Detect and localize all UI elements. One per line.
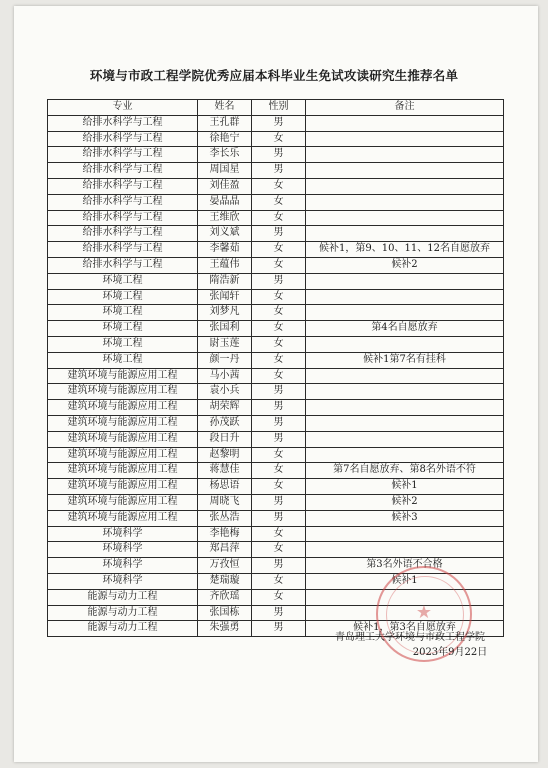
cell-gender: 女: [252, 305, 306, 321]
column-header-gender: 性别: [252, 100, 306, 116]
cell-gender: 女: [252, 479, 306, 495]
table-row: [48, 305, 504, 321]
cell-major: 环境科学: [48, 526, 198, 542]
cell-gender: 女: [252, 352, 306, 368]
cell-gender: 男: [252, 226, 306, 242]
table-row: [48, 289, 504, 305]
cell-gender: 女: [252, 573, 306, 589]
cell-gender: 女: [252, 289, 306, 305]
cell-note: 候补1: [306, 573, 504, 589]
cell-name: 隋浩新: [198, 273, 252, 289]
cell-name: 李长乐: [198, 147, 252, 163]
cell-gender: 女: [252, 131, 306, 147]
table-row: [48, 479, 504, 495]
column-header-note: 备注: [306, 100, 504, 116]
cell-gender: 女: [252, 210, 306, 226]
cell-name: 胡荣辉: [198, 400, 252, 416]
column-header-major: 专业: [48, 100, 198, 116]
cell-major: 建筑环境与能源应用工程: [48, 431, 198, 447]
cell-note: [306, 447, 504, 463]
cell-gender: 男: [252, 273, 306, 289]
cell-gender: 女: [252, 242, 306, 258]
cell-major: 给排水科学与工程: [48, 194, 198, 210]
table-row: [48, 463, 504, 479]
cell-major: 给排水科学与工程: [48, 226, 198, 242]
cell-note: [306, 289, 504, 305]
cell-gender: 女: [252, 336, 306, 352]
cell-gender: 女: [252, 589, 306, 605]
cell-major: 给排水科学与工程: [48, 178, 198, 194]
cell-name: 刘佳盈: [198, 178, 252, 194]
table-row: [48, 352, 504, 368]
cell-major: 环境工程: [48, 273, 198, 289]
cell-major: 能源与动力工程: [48, 621, 198, 637]
cell-name: 杨思语: [198, 479, 252, 495]
cell-name: 楚瑞璇: [198, 573, 252, 589]
cell-gender: 男: [252, 163, 306, 179]
cell-gender: 女: [252, 447, 306, 463]
table-row: [48, 115, 504, 131]
cell-major: 环境科学: [48, 573, 198, 589]
cell-name: 张丛浩: [198, 510, 252, 526]
cell-major: 建筑环境与能源应用工程: [48, 415, 198, 431]
table-row: [48, 447, 504, 463]
table-row: [48, 257, 504, 273]
cell-gender: 男: [252, 621, 306, 637]
cell-gender: 女: [252, 178, 306, 194]
table-row: [48, 526, 504, 542]
cell-note: [306, 115, 504, 131]
cell-name: 张国利: [198, 321, 252, 337]
cell-major: 环境工程: [48, 305, 198, 321]
cell-major: 建筑环境与能源应用工程: [48, 494, 198, 510]
table-row: [48, 273, 504, 289]
cell-note: [306, 273, 504, 289]
cell-note: [306, 210, 504, 226]
footer-date: 2023年9月22日: [412, 647, 488, 658]
cell-note: 第4名自愿放弃: [306, 321, 504, 337]
cell-note: 候补2: [306, 494, 504, 510]
cell-major: 环境工程: [48, 336, 198, 352]
cell-name: 晏晶晶: [198, 194, 252, 210]
cell-name: 刘义斌: [198, 226, 252, 242]
cell-name: 齐欣瑶: [198, 589, 252, 605]
cell-gender: 女: [252, 321, 306, 337]
cell-gender: 男: [252, 400, 306, 416]
cell-name: 颜一丹: [198, 352, 252, 368]
cell-major: 建筑环境与能源应用工程: [48, 447, 198, 463]
cell-name: 王孔群: [198, 115, 252, 131]
table-row: [48, 147, 504, 163]
cell-major: 给排水科学与工程: [48, 257, 198, 273]
cell-name: 赵黎明: [198, 447, 252, 463]
cell-major: 能源与动力工程: [48, 589, 198, 605]
cell-note: 候补1，第9、10、11、12名自愿放弃: [306, 242, 504, 258]
cell-name: 王蕴伟: [198, 257, 252, 273]
cell-major: 环境科学: [48, 558, 198, 574]
cell-note: [306, 131, 504, 147]
table-row: [48, 542, 504, 558]
cell-name: 张国栋: [198, 605, 252, 621]
table-body: [48, 115, 504, 636]
cell-gender: 女: [252, 463, 306, 479]
table-row: [48, 336, 504, 352]
cell-name: 徐艳宁: [198, 131, 252, 147]
cell-name: 郑昌萍: [198, 542, 252, 558]
recommendation-table: [47, 99, 504, 637]
table-row: [48, 321, 504, 337]
cell-major: 能源与动力工程: [48, 605, 198, 621]
cell-note: [306, 400, 504, 416]
cell-note: [306, 431, 504, 447]
cell-gender: 男: [252, 558, 306, 574]
cell-note: 候补3: [306, 510, 504, 526]
table-row: [48, 242, 504, 258]
cell-note: 候补1: [306, 479, 504, 495]
cell-note: 候补2: [306, 257, 504, 273]
table-row: [48, 415, 504, 431]
seal-star-icon: ★: [415, 602, 433, 623]
cell-note: 候补1第7名有挂科: [306, 352, 504, 368]
cell-note: [306, 305, 504, 321]
cell-note: [306, 163, 504, 179]
cell-gender: 男: [252, 494, 306, 510]
cell-note: [306, 415, 504, 431]
table-row: [48, 163, 504, 179]
footer-institution: 青岛理工大学环境与市政工程学院: [335, 632, 485, 643]
cell-major: 建筑环境与能源应用工程: [48, 463, 198, 479]
cell-name: 袁小兵: [198, 384, 252, 400]
cell-major: 建筑环境与能源应用工程: [48, 479, 198, 495]
table-row: [48, 131, 504, 147]
cell-name: 万孜恒: [198, 558, 252, 574]
cell-gender: 女: [252, 257, 306, 273]
cell-gender: 女: [252, 368, 306, 384]
cell-name: 张闻轩: [198, 289, 252, 305]
cell-gender: 男: [252, 415, 306, 431]
cell-name: 周国星: [198, 163, 252, 179]
document-title: 环境与市政工程学院优秀应届本科毕业生免试攻读研究生推荐名单: [89, 68, 459, 83]
cell-major: 建筑环境与能源应用工程: [48, 368, 198, 384]
cell-major: 给排水科学与工程: [48, 131, 198, 147]
cell-note: [306, 226, 504, 242]
cell-name: 朱强勇: [198, 621, 252, 637]
table-row: [48, 178, 504, 194]
cell-name: 王维欣: [198, 210, 252, 226]
cell-gender: 女: [252, 542, 306, 558]
table-row: [48, 400, 504, 416]
table-header-row: [48, 100, 504, 116]
column-header-name: 姓名: [198, 100, 252, 116]
cell-major: 给排水科学与工程: [48, 210, 198, 226]
cell-major: 给排水科学与工程: [48, 242, 198, 258]
table-row: [48, 226, 504, 242]
cell-gender: 男: [252, 115, 306, 131]
cell-major: 给排水科学与工程: [48, 163, 198, 179]
cell-name: 刘梦凡: [198, 305, 252, 321]
cell-note: [306, 194, 504, 210]
table-row: [48, 510, 504, 526]
cell-major: 建筑环境与能源应用工程: [48, 510, 198, 526]
cell-major: 环境工程: [48, 321, 198, 337]
cell-name: 段日升: [198, 431, 252, 447]
cell-note: 第3名外语不合格: [306, 558, 504, 574]
cell-gender: 男: [252, 384, 306, 400]
table-row: [48, 194, 504, 210]
cell-gender: 男: [252, 510, 306, 526]
cell-major: 建筑环境与能源应用工程: [48, 384, 198, 400]
cell-major: 给排水科学与工程: [48, 147, 198, 163]
cell-name: 马小茜: [198, 368, 252, 384]
cell-name: 蒋慧佳: [198, 463, 252, 479]
cell-note: [306, 384, 504, 400]
cell-note: [306, 336, 504, 352]
cell-name: 孙茂跃: [198, 415, 252, 431]
table-row: [48, 384, 504, 400]
cell-note: [306, 147, 504, 163]
cell-name: 尉玉莲: [198, 336, 252, 352]
cell-note: [306, 542, 504, 558]
cell-gender: 女: [252, 194, 306, 210]
cell-note: 第7名自愿放弃、第8名外语不符: [306, 463, 504, 479]
cell-gender: 男: [252, 147, 306, 163]
cell-note: [306, 526, 504, 542]
table-row: [48, 210, 504, 226]
cell-note: 候补1，第3名自愿放弃: [306, 621, 504, 637]
table-row: [48, 368, 504, 384]
table-row: [48, 494, 504, 510]
cell-gender: 男: [252, 431, 306, 447]
table-row: [48, 431, 504, 447]
cell-major: 给排水科学与工程: [48, 115, 198, 131]
cell-name: 李艳梅: [198, 526, 252, 542]
cell-gender: 男: [252, 605, 306, 621]
cell-note: [306, 178, 504, 194]
cell-major: 建筑环境与能源应用工程: [48, 400, 198, 416]
cell-major: 环境工程: [48, 352, 198, 368]
cell-major: 环境工程: [48, 289, 198, 305]
cell-gender: 女: [252, 526, 306, 542]
cell-major: 环境科学: [48, 542, 198, 558]
cell-note: [306, 368, 504, 384]
cell-name: 周晓飞: [198, 494, 252, 510]
cell-name: 李馨茹: [198, 242, 252, 258]
